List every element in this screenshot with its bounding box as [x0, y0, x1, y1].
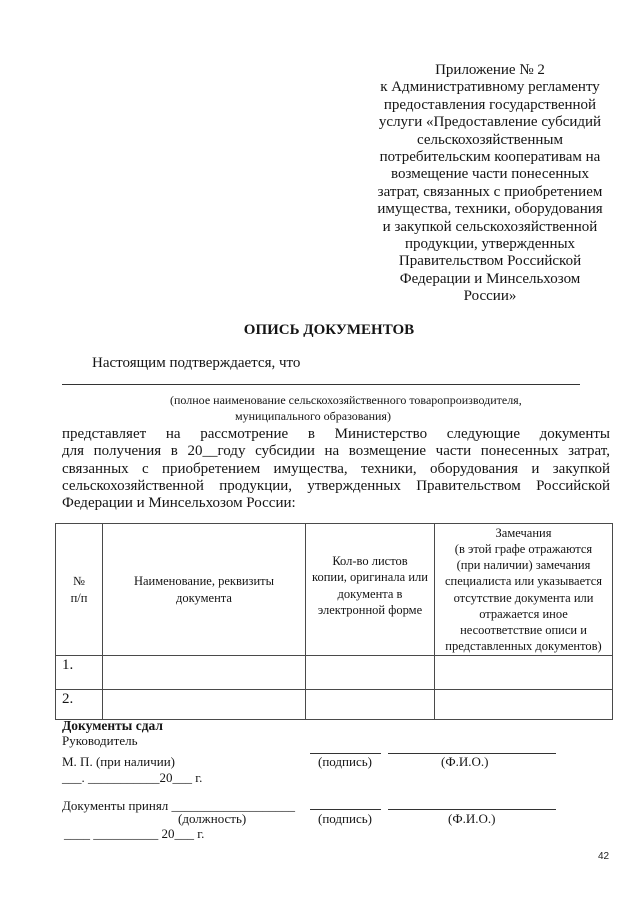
header-line: (при наличии) замечания	[456, 558, 591, 573]
header-line: документа в	[337, 586, 403, 601]
paragraph-line: представляет на рассмотрение в Министерство следующие документы	[62, 426, 610, 442]
header-sheet-count-text	[306, 553, 434, 626]
header-line: несоответствие описи и	[460, 622, 587, 637]
handover-signature-caption: (подпись)	[318, 754, 372, 769]
handover-name-caption: (Ф.И.О.)	[441, 754, 489, 769]
appendix-line: предоставления государственной	[383, 96, 597, 113]
header-line: №	[73, 574, 85, 589]
appendix-line: к Административному регламенту	[380, 79, 600, 96]
appendix-line: России»	[463, 288, 517, 305]
request-paragraph	[62, 426, 610, 512]
paragraph-line: связанных с приобретением имущества, техники, оборудования и закупкой	[62, 460, 610, 477]
header-line: отражается иное	[479, 606, 568, 621]
row-sheet-count-cell[interactable]	[306, 690, 435, 720]
header-line: Кол-во листов	[332, 554, 408, 569]
header-line: п/п	[70, 590, 88, 605]
paragraph-line: сельскохозяйственной продукции, утвержденных Правительством Российской	[62, 477, 610, 494]
acceptance-name-caption: (Ф.И.О.)	[448, 811, 496, 826]
paragraph-line: Федерации и Минсельхозом России:	[62, 495, 296, 512]
producer-caption-line: (полное наименование сельскохозяйственного товаропроизводителя,	[170, 393, 522, 407]
appendix-line: Приложение № 2	[435, 62, 545, 78]
producer-caption-line: муниципального образования)	[235, 409, 391, 423]
header-line: Наименование, реквизиты	[133, 574, 275, 589]
handover-seal: М. П. (при наличии)	[62, 754, 176, 769]
row-number-cell: 1.	[56, 656, 103, 690]
acceptance-signature-caption: (подпись)	[318, 811, 372, 826]
appendix-line: возмещение части понесенных	[391, 166, 589, 183]
intro-text: Настоящим подтверждается, что	[92, 355, 301, 371]
header-line: (в этой графе отражаются	[454, 541, 593, 556]
header-line: специалиста или указывается	[444, 574, 603, 589]
handover-date: ___. ___________20___ г.	[62, 770, 203, 785]
appendix-line: и закупкой сельскохозяйственной	[382, 218, 598, 235]
header-line: отсутствие документа или	[453, 590, 594, 605]
row-remarks-cell[interactable]	[435, 656, 613, 690]
row-number-cell: 2.	[56, 690, 103, 720]
table-header-row	[56, 524, 613, 656]
table-row	[56, 690, 613, 720]
acceptance-name-line	[388, 809, 556, 810]
document-title: ОПИСЬ ДОКУМЕНТОВ	[243, 322, 415, 338]
header-line: копии, оригинала или	[312, 570, 428, 585]
appendix-line: Федерации и Минсельхозом	[399, 270, 581, 287]
header-document-name	[103, 524, 306, 656]
acceptance-label: Документы принял ___________________	[62, 798, 296, 813]
producer-name-blank-line	[62, 384, 580, 385]
acceptance-signature-line	[310, 809, 381, 810]
acceptance-position-caption: (должность)	[178, 811, 247, 826]
appendix-line: услуги «Предоставление субсидий	[378, 114, 602, 131]
documents-table	[55, 523, 613, 720]
header-number	[56, 524, 103, 656]
appendix-line: потребительским кооперативам на	[379, 149, 601, 166]
row-sheet-count-cell[interactable]	[306, 656, 435, 690]
paragraph-line: для получения в 20__году субсидии на возмещение части понесенных затрат,	[62, 443, 610, 460]
header-sheet-count	[306, 524, 435, 656]
row-document-name-cell[interactable]	[103, 690, 306, 720]
row-document-name-cell[interactable]	[103, 656, 306, 690]
appendix-line: затрат, связанных с приобретением	[377, 183, 603, 200]
appendix-line: Правительством Российской	[398, 253, 582, 270]
appendix-line: сельскохозяйственным	[417, 131, 563, 148]
table-row	[56, 656, 613, 690]
handover-heading: Документы сдал	[62, 718, 163, 733]
header-line: электронной форме	[317, 602, 423, 617]
appendix-line: имущества, техники, оборудования	[377, 201, 603, 218]
acceptance-date: ____ __________ 20___ г.	[64, 826, 205, 841]
handover-role: Руководитель	[62, 733, 138, 748]
header-line: представленных документов)	[445, 639, 602, 654]
header-line: документа	[176, 590, 232, 605]
appendix-line: продукции, утвержденных	[404, 236, 576, 253]
header-line: Замечания	[495, 525, 552, 540]
page-number: 42	[598, 851, 610, 862]
appendix-note	[345, 62, 635, 306]
header-remarks	[435, 524, 613, 656]
row-remarks-cell[interactable]	[435, 690, 613, 720]
